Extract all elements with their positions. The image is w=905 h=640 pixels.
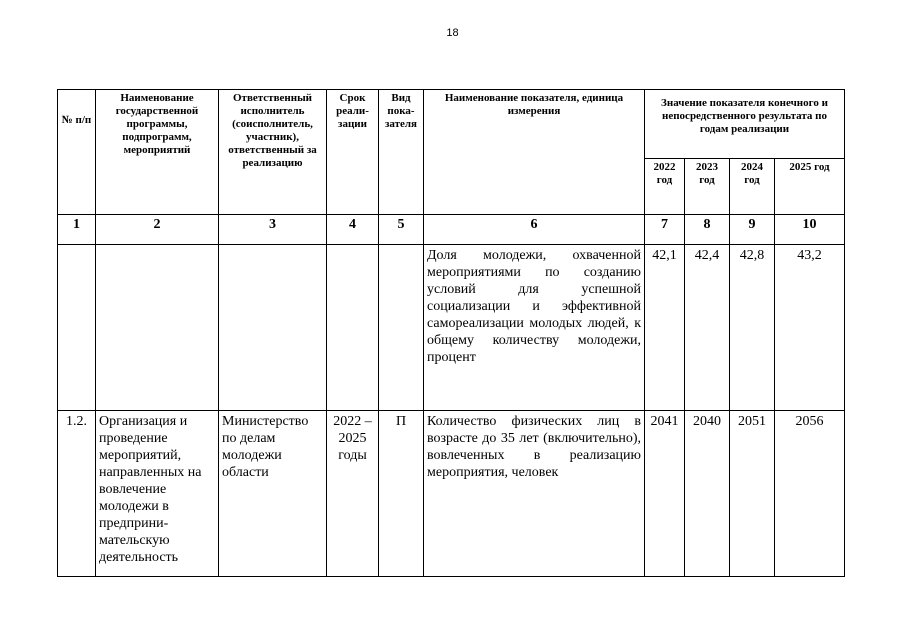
header-program-name: Наименование государственной программы, подпрограмм, мероприятий — [96, 90, 219, 215]
header-year-2023: 2023 год — [685, 159, 730, 215]
column-number: 1 — [58, 215, 96, 245]
column-number: 5 — [379, 215, 424, 245]
row-program-name — [96, 245, 219, 411]
header-indicator-type: Вид пока- зателя — [379, 90, 424, 215]
row-num: 1.2. — [58, 411, 96, 577]
row-indicator-type — [379, 245, 424, 411]
header-values-group: Значение показателя конечного и непосредственного результата по годам реализации — [645, 90, 845, 159]
column-number: 9 — [730, 215, 775, 245]
column-number-row — [58, 215, 845, 245]
page-number: 18 — [446, 27, 459, 39]
row-executor — [219, 245, 327, 411]
header-num: № п/п — [58, 90, 96, 215]
header-year-2025: 2025 год — [775, 159, 845, 215]
column-number: 7 — [645, 215, 685, 245]
table-row — [58, 411, 845, 577]
row-term — [327, 245, 379, 411]
column-number: 8 — [685, 215, 730, 245]
row-value-2023: 2040 — [685, 411, 730, 577]
row-indicator-name: Количество физических лиц в возрасте до 35 лет (включительно), вовлеченных в реализацию мероприятия, человек — [424, 411, 645, 577]
header-year-2024: 2024 год — [730, 159, 775, 215]
column-number: 10 — [775, 215, 845, 245]
row-value-2025: 43,2 — [775, 245, 845, 411]
table-row — [58, 245, 845, 411]
indicator-table — [57, 89, 845, 577]
row-value-2024: 2051 — [730, 411, 775, 577]
column-number: 3 — [219, 215, 327, 245]
row-indicator-type: П — [379, 411, 424, 577]
header-term: Срок реали- зации — [327, 90, 379, 215]
row-term: 2022 – 2025 годы — [327, 411, 379, 577]
column-number: 2 — [96, 215, 219, 245]
header-indicator-name: Наименование показателя, единица измерения — [424, 90, 645, 215]
row-value-2025: 2056 — [775, 411, 845, 577]
column-number: 4 — [327, 215, 379, 245]
header-year-2022: 2022 год — [645, 159, 685, 215]
header-executor: Ответственный исполнитель (соисполнитель, участник), ответственный за реализацию — [219, 90, 327, 215]
row-value-2024: 42,8 — [730, 245, 775, 411]
row-program-name: Организация и проведение мероприятий, направленных на вовлечение молодежи в предприни- мательскую деятельность — [96, 411, 219, 577]
row-value-2023: 42,4 — [685, 245, 730, 411]
row-indicator-name: Доля молодежи, охваченной мероприятиями по созданию условий для успешной социализации и эффективной самореализации молодых людей, к общему количеству молодежи, процент — [424, 245, 645, 411]
row-executor: Министерство по делам молодежи области — [219, 411, 327, 577]
column-number: 6 — [424, 215, 645, 245]
row-num — [58, 245, 96, 411]
row-value-2022: 2041 — [645, 411, 685, 577]
row-value-2022: 42,1 — [645, 245, 685, 411]
